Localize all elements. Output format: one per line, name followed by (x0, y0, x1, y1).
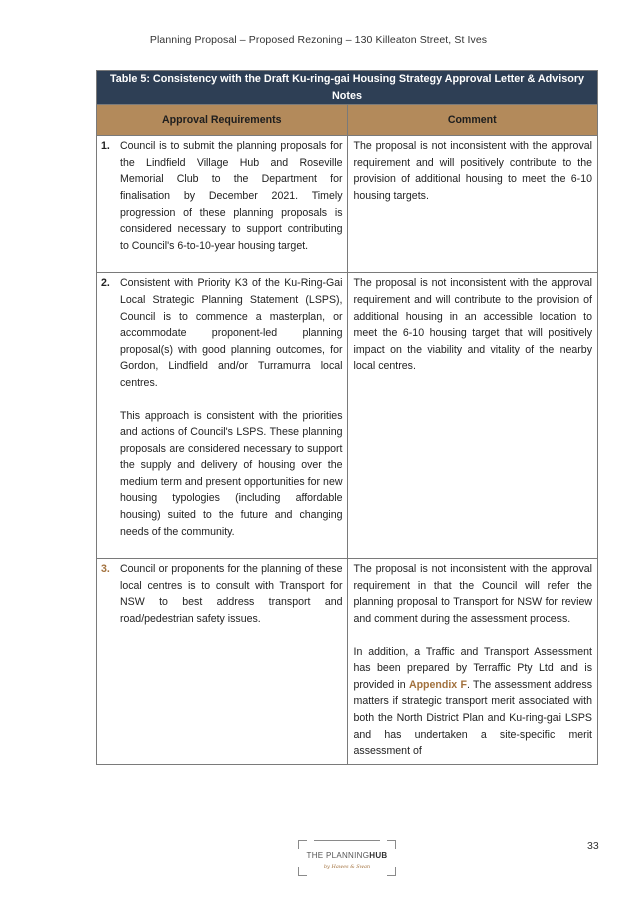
logo-tagline: by Hawes & Swan (323, 864, 371, 870)
comment-cell (347, 273, 598, 559)
logo-corner (298, 840, 307, 849)
page-header: Planning Proposal – Proposed Rezoning – 130 Killeaton Street, St Ives (149, 34, 488, 46)
requirement-text: Council is to submit the planning proposals for the Lindfield Village Hub and Roseville Memorial Club to the Department for finalisation by December 2021. Timely progression of these planning proposals is considered necessary to support contributing to Council's 6-to-10-year housing target. (120, 140, 343, 252)
requirement-cell (97, 559, 348, 765)
page-number: 33 (587, 840, 599, 852)
logo-corner (387, 840, 396, 849)
table-row (97, 136, 598, 273)
consistency-table (96, 70, 598, 765)
comment-text: The proposal is not inconsistent with the approval requirement and will positively contribute to the provision of additional housing to meet the 6-10 housing targets. (353, 140, 592, 202)
column-header-approval-requirements: Approval Requirements (97, 105, 348, 136)
planning-hub-logo (298, 840, 396, 876)
requirement-text: Consistent with Priority K3 of the Ku-Ring-Gai Local Strategic Planning Statement (LSPS), Council is to commence a masterplan, or accommodate proponent-led planning proposal(s) with good planning outcomes, for Gordon, Lindfield and/or Turramurra local centres. (120, 277, 343, 389)
comment-text-part: . The assessment address matters if strategic transport merit associated with both the North District Plan and Ku-ring-gai LSPS and has undertaken a site-specific merit assessment of (353, 678, 592, 758)
logo-rule (314, 840, 380, 841)
comment-text: The proposal is not inconsistent with the approval requirement and will contribute to the provision of additional housing in an accessible location to meet the 6-10 housing target that will positively impact on the viability and vitality of the nearby local centres. (353, 277, 592, 373)
comment-text-part: In addition, a Traffic and Transport Assessment has been prepared by Terraffic Pty Ltd and is provided in (353, 645, 592, 691)
comment-cell (347, 136, 598, 273)
comment-text: The proposal is not inconsistent with the approval requirement in that the Council will refer the planning proposal to Transport for NSW for review and comment during the assessment process. (353, 563, 592, 626)
table-row (97, 273, 598, 559)
requirement-text: Council or proponents for the planning of these local centres is to consult with Transport for NSW to best address transport and road/pedestrian safety issues. (120, 563, 343, 626)
row-number: 2. (101, 277, 110, 290)
requirement-cell (97, 273, 348, 559)
table-title: Table 5: Consistency with the Draft Ku-ring-gai Housing Strategy Approval Letter & Advisory Notes (97, 71, 598, 105)
column-header-comment: Comment (347, 105, 598, 136)
comment-cell (347, 559, 598, 765)
table-row (97, 559, 598, 765)
requirement-text: This approach is consistent with the priorities and actions of Council's LSPS. These planning proposals are considered necessary to support the supply and delivery of housing over the medium term and present opportunities for new housing typologies (including affordable housing) suited to the future and changing needs of the community. (120, 409, 343, 538)
logo-wordmark: THE PLANNINGHUB (306, 851, 388, 860)
requirement-cell (97, 136, 348, 273)
row-number: 1. (101, 140, 110, 153)
comment-text (354, 644, 593, 760)
appendix-f-link[interactable]: Appendix F (408, 678, 467, 691)
row-number: 3. (101, 563, 110, 576)
